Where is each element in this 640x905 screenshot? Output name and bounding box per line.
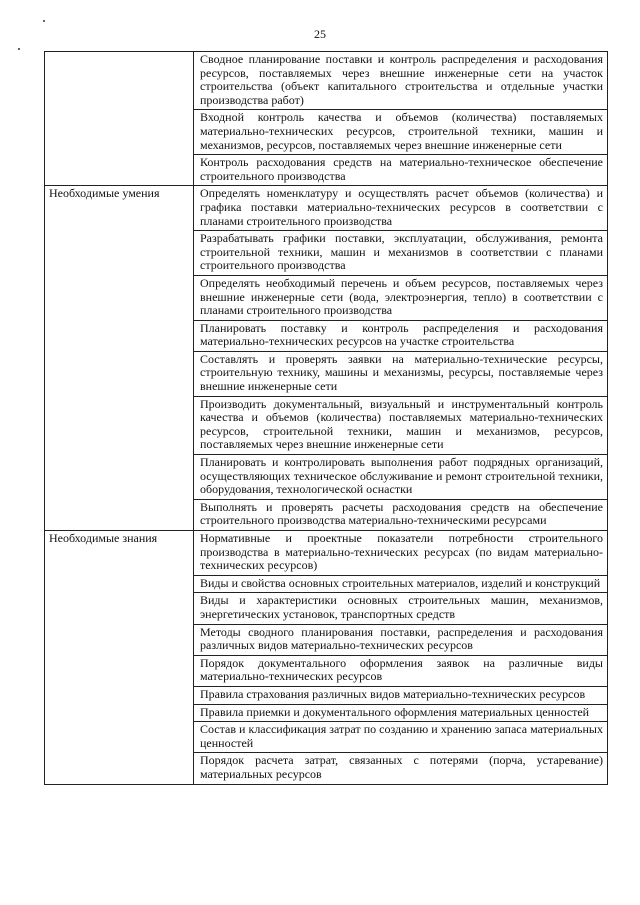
- list-item: Разрабатывать графики поставки, эксплуатации, обслуживания, ремонта строительной техники, машин и механизмов в соответствии с планами строительного производства: [194, 231, 607, 276]
- list-item: Порядок документального оформления заявок на различные виды материально-технических ресурсов: [194, 656, 607, 687]
- list-item: Определять номенклатуру и осуществлять расчет объемов (количества) и графика поставки материально-технических ресурсов в соответствии с планами строительного производства: [194, 186, 607, 231]
- page-number: 25: [314, 27, 326, 41]
- table-row: [45, 52, 608, 186]
- competency-table: [44, 51, 608, 785]
- list-item: Входной контроль качества и объемов (количества) поставляемых материально-технических ресурсов, строительной техники, машин и механизмов, ресурсов, поставляемых через внешние инженерные сети: [194, 110, 607, 155]
- list-item: Контроль расходования средств на материально-техническое обеспечение строительного производства: [200, 155, 603, 183]
- row-items: [194, 52, 608, 186]
- list-item: Выполнять и проверять расчеты расходования средств на обеспечение строительного производства материально-техническими ресурсами: [200, 499, 603, 528]
- list-item: Производить документальный, визуальный и инструментальный контроль качества и объемов (количества) поставляемых материально-технических ресурсов, строительной техники, машин и механизмов, ресурсов, поставляемых через внешние инженерные сети: [194, 397, 607, 455]
- scan-speck: [18, 48, 20, 50]
- list-item: Виды и свойства основных строительных материалов, изделий и конструкций: [194, 576, 607, 594]
- list-item: Составлять и проверять заявки на материально-технические ресурсы, строительную технику, машины и механизмы, ресурсы, поставляемые через внешние инженерные сети: [194, 352, 607, 397]
- row-items: [194, 186, 608, 531]
- row-items: [194, 531, 608, 785]
- list-item: Правила страхования различных видов материально-технических ресурсов: [194, 687, 607, 705]
- scan-speck: [43, 20, 45, 22]
- row-label: Необходимые умения: [45, 186, 194, 531]
- row-label: [45, 52, 194, 186]
- list-item: Виды и характеристики основных строительных машин, механизмов, энергетических установок, транспортных средств: [194, 593, 607, 624]
- list-item: Сводное планирование поставки и контроль распределения и расходования ресурсов, поставляемых через внешние инженерные сети на участок строительства (объект капитального строительства и отдельные участки производства работ): [194, 52, 607, 110]
- list-item: Правила приемки и документального оформления материальных ценностей: [194, 705, 607, 723]
- row-label: Необходимые знания: [45, 531, 194, 785]
- list-item: Методы сводного планирования поставки, распределения и расходования различных видов материально-технических ресурсов: [194, 625, 607, 656]
- list-item: Планировать и контролировать выполнения работ подрядных организаций, осуществляющих техническое обслуживание и ремонт строительной техники, оборудования, технологической оснастки: [194, 455, 607, 500]
- list-item: Нормативные и проектные показатели потребности строительного производства в материально-технических ресурсах (по видам материально-технических ресурсов): [194, 531, 607, 576]
- table-row: [45, 186, 608, 531]
- list-item: Планировать поставку и контроль распределения и расходования материально-технических ресурсов на участке строительства: [194, 321, 607, 352]
- table-row: [45, 531, 608, 785]
- list-item: Определять необходимый перечень и объем ресурсов, поставляемых через внешние инженерные сети (вода, электроэнергия, тепло) в соответствии с планами строительного производства: [194, 276, 607, 321]
- list-item: Порядок расчета затрат, связанных с потерями (порча, устаревание) материальных ресурсов: [200, 753, 603, 781]
- list-item: Состав и классификация затрат по созданию и хранению запаса материальных ценностей: [194, 722, 607, 753]
